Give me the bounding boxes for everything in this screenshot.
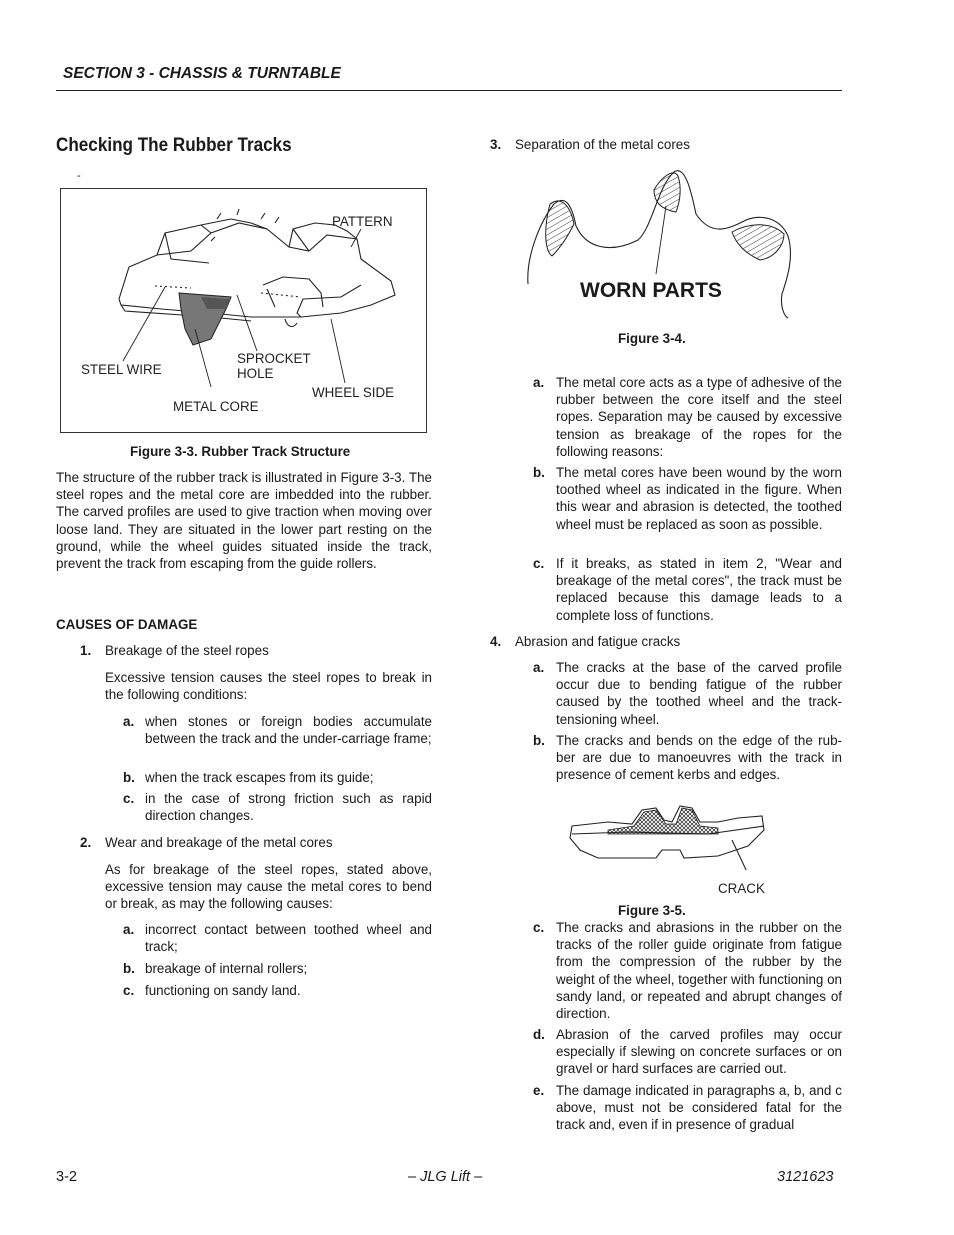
label-crack: CRACK [718, 881, 765, 896]
item-3b-mark: b. [533, 465, 545, 480]
label-sprocket: SPROCKET [237, 351, 311, 366]
item-2b-text: breakage of internal rollers; [145, 961, 308, 976]
figure-3-3 [60, 188, 427, 433]
item-3-number: 3. [490, 137, 502, 152]
item-4b-mark: b. [533, 733, 545, 748]
item-4a-text: The cracks at the base of the carved profile occur due to bending fatigue of the rubber caused by the toothed wheel and the track-tensioning wheel. [556, 660, 842, 727]
item-4a-mark: a. [533, 660, 545, 675]
figure-3-5-caption: Figure 3-5. [618, 903, 686, 918]
item-2-title: Wear and breakage of the metal cores [105, 835, 333, 850]
item-4d-mark: d. [533, 1027, 545, 1042]
page-heading: Checking The Rubber Tracks [56, 135, 292, 156]
item-4c-mark: c. [533, 920, 545, 935]
item-3-title: Separation of the metal cores [515, 137, 690, 152]
item-2-number: 2. [80, 835, 92, 850]
footer-center: – JLG Lift – [408, 1169, 483, 1185]
item-4b-text: The cracks and bends on the edge of the rub-ber are due to manoeuvres with the track in presence of cement kerbs and edges. [556, 733, 842, 783]
figure-3-3-caption: Figure 3-3. Rubber Track Structure [130, 444, 351, 459]
item-1-paragraph: Excessive tension causes the steel ropes to break in the following conditions: [105, 670, 432, 703]
item-4d-text: Abrasion of the carved profiles may occur especially if slewing on concrete surfaces or on gravel or hard surfaces are carried out. [556, 1027, 842, 1077]
item-3c-mark: c. [533, 556, 545, 571]
figure-3-5 [568, 804, 768, 870]
item-2c-mark: c. [123, 983, 135, 998]
item-3a-mark: a. [533, 375, 545, 390]
item-1b-mark: b. [123, 770, 135, 785]
figure-3-4 [526, 166, 796, 322]
header-rule [56, 90, 842, 91]
item-3a-text: The metal core acts as a type of adhesive of the rubber between the core itself and the steel ropes. Separation may be caused by excessive tension as breakage of the ropes for the following reasons: [556, 375, 842, 459]
item-4e-text: The damage indicated in paragraphs a, b, and c above, must not be considered fatal for the track and, even if in presence of gradual [556, 1083, 842, 1133]
section-header: SECTION 3 - CHASSIS & TURNTABLE [63, 65, 341, 82]
item-4e-mark: e. [533, 1083, 545, 1098]
item-3c-text: If it breaks, as stated in item 2, "Wear and breakage of the metal cores", the track must be replaced because this damage leads to a complete loss of functions. [556, 556, 842, 623]
stray-dash: - [77, 170, 81, 182]
label-steel-wire: STEEL WIRE [81, 362, 162, 377]
item-1a-mark: a. [123, 714, 135, 729]
item-2b-mark: b. [123, 961, 135, 976]
item-2-paragraph: As for breakage of the steel ropes, stated above, excessive tension may cause the metal cores to bend or break, as may the following causes: [105, 862, 432, 912]
footer-page-number: 3-2 [56, 1169, 77, 1185]
figure-3-4-caption: Figure 3-4. [618, 331, 686, 346]
item-2c-text: functioning on sandy land. [145, 983, 301, 998]
worn-parts-label: WORN PARTS [580, 279, 722, 302]
item-1a-text: when stones or foreign bodies accumulate between the track and the under-carriage frame; [145, 714, 432, 747]
track-crack-illustration [568, 804, 768, 870]
item-4-number: 4. [490, 634, 502, 649]
item-1-title: Breakage of the steel ropes [105, 643, 269, 658]
causes-heading: CAUSES OF DAMAGE [56, 617, 198, 632]
item-4-title: Abrasion and fatigue cracks [515, 634, 681, 649]
item-3b-text: The metal cores have been wound by the worn toothed wheel as indicated in the figure. When this wear and abrasion is detected, the toothed wheel must be replaced as soon as possible. [556, 465, 842, 532]
item-1-number: 1. [80, 643, 92, 658]
item-2a-text: incorrect contact between toothed wheel and track; [145, 922, 432, 955]
item-2a-mark: a. [123, 922, 135, 937]
label-wheel-side: WHEEL SIDE [312, 385, 395, 400]
item-4c-text: The cracks and abrasions in the rubber on the tracks of the roller guide originate from fatigue from the compression of the rubber by the weight of the wheel, together with functioning on sandy land, or repeated and abrupt changes of direction. [556, 920, 842, 1022]
label-pattern: PATTERN [332, 214, 393, 229]
item-1c-text: in the case of strong friction such as rapid direction changes. [145, 791, 432, 824]
footer-doc-number: 3121623 [777, 1169, 834, 1185]
label-hole: HOLE [237, 366, 274, 381]
intro-paragraph: The structure of the rubber track is illustrated in Figure 3-3. The steel ropes and the metal core are imbedded into the rubber. The carved profiles are used to give traction when moving over loose land. They are situated in the lower part resting on the ground, while the wheel guides situated inside the track, prevent the track from escaping from the guide rollers. [56, 470, 432, 572]
label-metal-core: METAL CORE [173, 399, 259, 414]
item-1c-mark: c. [123, 791, 135, 806]
item-1b-text: when the track escapes from its guide; [145, 770, 374, 785]
